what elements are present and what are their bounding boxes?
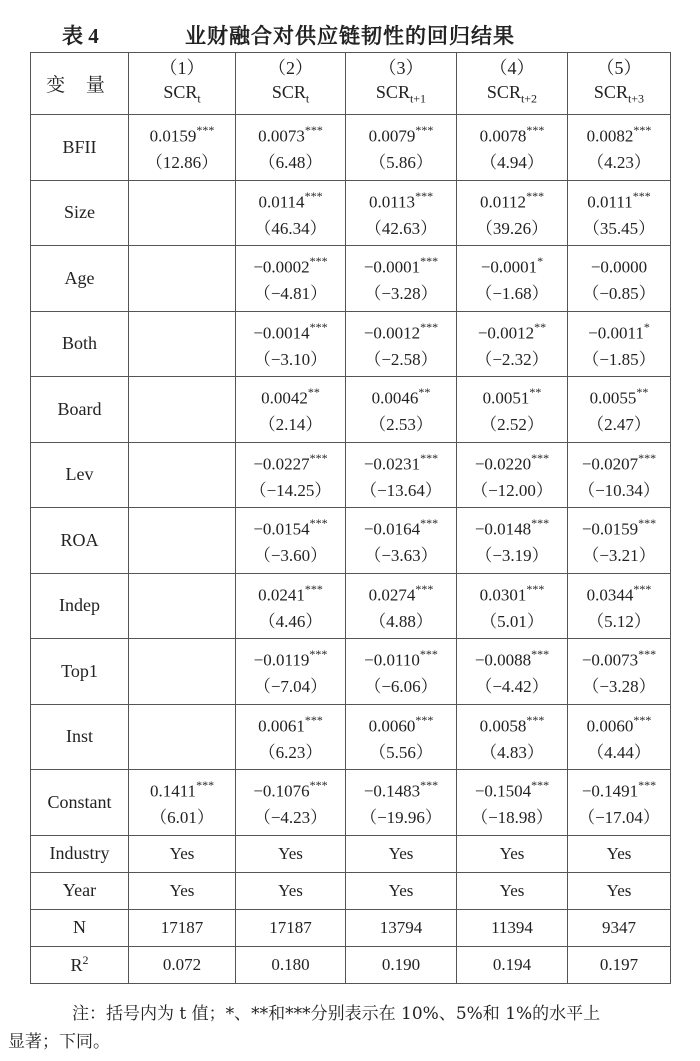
table-cell: 0.190 (346, 946, 457, 983)
table-cell (129, 508, 236, 574)
t-value: （−1.68） (475, 284, 549, 304)
significance-stars: *** (304, 581, 323, 596)
significance-stars: ** (418, 385, 431, 400)
table-cell (457, 246, 568, 312)
table-cell (236, 246, 346, 312)
table-cell (346, 508, 457, 574)
coefficient: 0.0078*** (479, 123, 545, 147)
table-row (31, 770, 671, 836)
significance-stars: *** (526, 712, 545, 727)
table-cell (346, 442, 457, 508)
column-name: $SCR_{t+2}$ (486, 82, 538, 106)
significance-stars: *** (632, 188, 651, 203)
table-title: 业财融合对供应链韧性的回归结果 (185, 24, 515, 48)
table-cell: 13794 (346, 909, 457, 946)
row-variable: Top1 (31, 639, 129, 705)
table-cell: Yes (236, 835, 346, 872)
table-cell (346, 704, 457, 770)
t-value: （4.83） (480, 742, 544, 762)
coefficient: 0.0055** (589, 385, 649, 409)
coefficient: −0.0164*** (363, 516, 439, 540)
table-cell: 11394 (457, 909, 568, 946)
table-cell (236, 639, 346, 705)
coefficient: −0.0011* (588, 319, 650, 343)
coefficient: 0.0113*** (368, 188, 434, 212)
table-row (31, 311, 671, 377)
significance-stars: *** (638, 516, 657, 531)
significance-stars: *** (420, 254, 439, 269)
coefficient: 0.1411*** (149, 778, 215, 802)
significance-stars: *** (309, 647, 328, 662)
table-cell (236, 770, 346, 836)
column-number: （4） (489, 58, 535, 79)
t-value: （4.94） (480, 153, 544, 173)
table-cell: Yes (568, 872, 671, 909)
table-cell (236, 442, 346, 508)
table-row (31, 508, 671, 574)
summary-row (31, 909, 671, 946)
t-value: （−14.25） (249, 480, 332, 500)
column-header (346, 53, 457, 115)
significance-stars: *** (526, 581, 545, 596)
column-header (129, 53, 236, 115)
table-cell (236, 311, 346, 377)
coefficient: −0.0000 (590, 258, 648, 278)
table-cell (457, 508, 568, 574)
table-cell (568, 115, 671, 181)
significance-stars: ** (307, 385, 320, 400)
table-cell (568, 573, 671, 639)
significance-stars: *** (196, 778, 215, 793)
significance-stars: *** (526, 188, 545, 203)
significance-stars: *** (415, 581, 434, 596)
t-value: （4.88） (369, 611, 433, 631)
table-cell: 17187 (129, 909, 236, 946)
table-cell: 0.180 (236, 946, 346, 983)
coefficient: −0.0231*** (363, 450, 439, 474)
coefficient: −0.0110*** (364, 647, 438, 671)
table-cell: Yes (457, 835, 568, 872)
significance-stars: *** (633, 581, 652, 596)
t-value: （−18.98） (471, 808, 553, 828)
table-cell (457, 639, 568, 705)
coefficient: −0.0159*** (581, 516, 657, 540)
significance-stars: *** (638, 450, 657, 465)
table-row (31, 573, 671, 639)
column-name: $SCR_t$ (163, 82, 201, 106)
t-value: （5.56） (369, 742, 433, 762)
significance-stars: *** (420, 778, 439, 793)
column-number: （1） (159, 58, 205, 79)
summary-row (31, 872, 671, 909)
table-cell (346, 180, 457, 246)
header-row (31, 53, 671, 115)
table-row (31, 442, 671, 508)
table-row (31, 246, 671, 312)
significance-stars: *** (415, 123, 434, 138)
significance-stars: *** (309, 516, 328, 531)
significance-stars: *** (415, 712, 434, 727)
table-cell: 0.072 (129, 946, 236, 983)
significance-stars: *** (309, 319, 328, 334)
row-variable: ROA (31, 508, 129, 574)
significance-stars: *** (304, 188, 323, 203)
row-variable: Industry (31, 835, 129, 872)
coefficient: 0.0046** (371, 385, 431, 409)
t-value: （5.86） (369, 153, 433, 173)
t-value: （39.26） (475, 218, 549, 238)
table-cell (568, 311, 671, 377)
coefficient: −0.1076*** (253, 778, 328, 802)
coefficient: 0.0241*** (258, 581, 323, 605)
significance-stars: *** (526, 123, 545, 138)
significance-stars: *** (633, 123, 652, 138)
column-name: $SCR_{t+3}$ (593, 82, 645, 106)
t-value: （−3.10） (253, 349, 328, 369)
t-value: （−7.04） (253, 677, 328, 697)
t-value: （−10.34） (578, 480, 660, 500)
table-cell (457, 770, 568, 836)
row-variable: Both (31, 311, 129, 377)
coefficient: −0.0012*** (363, 319, 439, 343)
significance-stars: *** (638, 647, 657, 662)
significance-stars: *** (196, 123, 215, 138)
coefficient: 0.0082*** (586, 123, 652, 147)
coefficient: −0.0012** (477, 319, 547, 343)
t-value: （−2.58） (364, 349, 438, 369)
table-cell (457, 442, 568, 508)
coefficient: 0.0058*** (479, 712, 545, 736)
table-cell (236, 508, 346, 574)
table-cell (568, 377, 671, 443)
table-cell (346, 115, 457, 181)
r-squared-row (31, 946, 671, 983)
table-cell (568, 180, 671, 246)
table-cell: Yes (129, 872, 236, 909)
column-number: （2） (268, 58, 313, 79)
table-cell: Yes (568, 835, 671, 872)
significance-stars: * (643, 319, 650, 334)
table-cell (129, 442, 236, 508)
t-value: （2.47） (587, 415, 651, 435)
regression-table (30, 52, 671, 984)
row-variable: Board (31, 377, 129, 443)
significance-stars: *** (309, 450, 328, 465)
t-value: （−3.63） (364, 546, 438, 566)
table-row (31, 639, 671, 705)
significance-stars: *** (531, 778, 550, 793)
t-value: （46.34） (254, 218, 327, 238)
coefficient: −0.1483*** (363, 778, 439, 802)
t-value: （−3.21） (582, 546, 656, 566)
summary-rows (31, 835, 671, 983)
significance-stars: *** (420, 516, 439, 531)
column-number: （3） (378, 58, 424, 79)
table-cell (236, 180, 346, 246)
table-cell (568, 704, 671, 770)
table-cell (568, 508, 671, 574)
coefficient: −0.0154*** (253, 516, 328, 540)
t-value: （2.53） (369, 415, 433, 435)
t-value: （−4.23） (253, 808, 328, 828)
significance-stars: *** (420, 450, 439, 465)
coefficient: 0.0060*** (586, 712, 652, 736)
t-value: （5.12） (587, 611, 651, 631)
table-cell (236, 573, 346, 639)
row-variable: $R^2$ (31, 946, 129, 983)
coefficient: −0.0001*** (363, 254, 439, 278)
coefficient: 0.0060*** (368, 712, 434, 736)
coefficient: 0.0344*** (586, 581, 652, 605)
significance-stars: *** (415, 188, 434, 203)
table-row (31, 115, 671, 181)
t-value: （−3.28） (582, 677, 656, 697)
t-value: （−4.42） (475, 677, 549, 697)
table-cell (346, 639, 457, 705)
column-header (457, 53, 568, 115)
table-title-row (30, 14, 670, 54)
coefficient: 0.0301*** (479, 581, 545, 605)
t-value: （−6.06） (364, 677, 438, 697)
table-row (31, 704, 671, 770)
coefficient: 0.0114*** (258, 188, 323, 212)
table-number: 表 4 (62, 24, 99, 48)
table-cell (457, 377, 568, 443)
coefficient: 0.0112*** (479, 188, 545, 212)
row-variable: BFII (31, 115, 129, 181)
coefficient: 0.0061*** (258, 712, 323, 736)
t-value: （−13.64） (360, 480, 442, 500)
table-row (31, 377, 671, 443)
table-cell (129, 770, 236, 836)
t-value: （−0.85） (582, 284, 656, 304)
t-value: （5.01） (480, 611, 544, 631)
table-cell (457, 180, 568, 246)
table-cell (236, 704, 346, 770)
coefficient: −0.1491*** (581, 778, 657, 802)
significance-stars: *** (309, 778, 328, 793)
coefficient: −0.0014*** (253, 319, 328, 343)
row-variable: Indep (31, 573, 129, 639)
table-cell (568, 770, 671, 836)
t-value: （−12.00） (471, 480, 553, 500)
row-variable: Size (31, 180, 129, 246)
table-row (31, 180, 671, 246)
significance-stars: *** (531, 516, 550, 531)
table-cell: 0.194 (457, 946, 568, 983)
t-value: （2.52） (480, 415, 544, 435)
significance-stars: *** (304, 712, 323, 727)
t-value: （4.46） (258, 611, 323, 631)
coefficient: −0.0088*** (474, 647, 550, 671)
coefficient: 0.0073*** (258, 123, 323, 147)
table-cell: Yes (346, 872, 457, 909)
t-value: （−1.85） (582, 349, 656, 369)
t-value: （−2.32） (475, 349, 549, 369)
table-cell (129, 377, 236, 443)
table-cell (236, 115, 346, 181)
column-number: （5） (596, 58, 642, 79)
t-value: （2.14） (258, 415, 323, 435)
coefficient: −0.0119*** (253, 647, 328, 671)
coefficient: −0.1504*** (474, 778, 550, 802)
row-variable: Constant (31, 770, 129, 836)
coefficient: 0.0159*** (149, 123, 215, 147)
coefficient: −0.0220*** (474, 450, 550, 474)
table-cell (129, 704, 236, 770)
column-header (568, 53, 671, 115)
coefficient: 0.0274*** (368, 581, 434, 605)
significance-stars: *** (304, 123, 323, 138)
table-cell (457, 115, 568, 181)
table-note (8, 1000, 670, 1056)
t-value: （6.23） (258, 742, 323, 762)
significance-stars: ** (534, 319, 547, 334)
summary-row (31, 835, 671, 872)
coefficient: −0.0002*** (253, 254, 328, 278)
t-value: （12.86） (145, 153, 219, 173)
table-cell (129, 311, 236, 377)
column-header (236, 53, 346, 115)
t-value: （4.44） (587, 742, 651, 762)
table-cell: Yes (236, 872, 346, 909)
coefficient: −0.0207*** (581, 450, 657, 474)
note-line-2: 显著；下同。 (8, 1032, 110, 1052)
significance-stars: *** (531, 450, 550, 465)
variable-header: 变 量 (31, 53, 129, 115)
table-cell (346, 377, 457, 443)
row-variable: Lev (31, 442, 129, 508)
t-value: （−4.81） (253, 284, 328, 304)
significance-stars: *** (638, 778, 657, 793)
row-variable: Inst (31, 704, 129, 770)
table-cell (236, 377, 346, 443)
significance-stars: *** (419, 647, 438, 662)
significance-stars: *** (420, 319, 439, 334)
t-value: （6.01） (150, 808, 214, 828)
t-value: （35.45） (582, 218, 656, 238)
row-variable: N (31, 909, 129, 946)
table-cell (129, 180, 236, 246)
table-cell (346, 770, 457, 836)
significance-stars: ** (529, 385, 542, 400)
significance-stars: *** (633, 712, 652, 727)
coefficient: 0.0051** (482, 385, 542, 409)
table-cell: Yes (129, 835, 236, 872)
coefficient: 0.0111*** (587, 188, 651, 212)
table-cell (129, 639, 236, 705)
table-cell (457, 573, 568, 639)
table-cell (346, 573, 457, 639)
table-cell: 0.197 (568, 946, 671, 983)
table-cell (346, 246, 457, 312)
t-value: （4.23） (587, 153, 651, 173)
column-name: $SCR_{t+1}$ (375, 82, 427, 106)
coefficient: 0.0079*** (368, 123, 434, 147)
table-cell (568, 442, 671, 508)
table-cell (129, 573, 236, 639)
column-name: $SCR_t$ (271, 82, 310, 106)
t-value: （−17.04） (578, 808, 660, 828)
table-cell (129, 246, 236, 312)
note-line-1: 注：括号内为 t 值；*、**和***分别表示在 10%、5%和 1%的水平上 (72, 1004, 601, 1024)
t-value: （−3.19） (475, 546, 549, 566)
t-value: （6.48） (258, 153, 323, 173)
coefficient: −0.0227*** (253, 450, 328, 474)
t-value: （−3.60） (253, 546, 328, 566)
coefficient: −0.0001* (480, 254, 544, 278)
table-cell (457, 704, 568, 770)
table-cell (568, 246, 671, 312)
table-cell: Yes (457, 872, 568, 909)
coefficient-rows (31, 115, 671, 836)
t-value: （−19.96） (360, 808, 442, 828)
significance-stars: *** (531, 647, 550, 662)
table-cell (457, 311, 568, 377)
table-cell (346, 311, 457, 377)
t-value: （42.63） (364, 218, 438, 238)
row-variable: Age (31, 246, 129, 312)
significance-stars: * (537, 254, 544, 269)
coefficient: −0.0073*** (581, 647, 657, 671)
table-cell (568, 639, 671, 705)
table-cell: 9347 (568, 909, 671, 946)
t-value: （−3.28） (364, 284, 438, 304)
row-variable: Year (31, 872, 129, 909)
significance-stars: ** (636, 385, 649, 400)
significance-stars: *** (309, 254, 328, 269)
table-cell (129, 115, 236, 181)
table-cell: 17187 (236, 909, 346, 946)
coefficient: −0.0148*** (474, 516, 550, 540)
table-cell: Yes (346, 835, 457, 872)
coefficient: 0.0042** (261, 385, 320, 409)
